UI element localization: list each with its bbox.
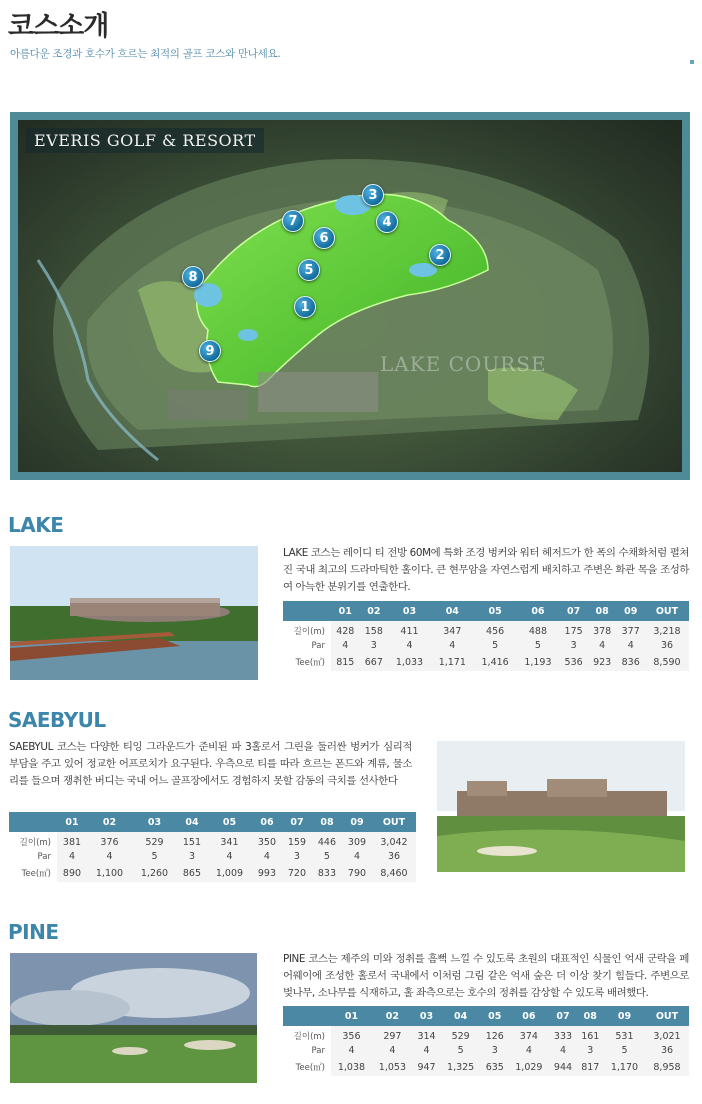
score-table-cell: 4 (331, 1043, 372, 1060)
score-table-column-header: 02 (87, 812, 132, 832)
score-table-cell: 297 (372, 1026, 413, 1043)
score-table-column-header: 01 (57, 812, 87, 832)
score-table-cell: 333 (549, 1026, 576, 1043)
score-table-column-header: 02 (360, 601, 389, 621)
score-table-cell: 36 (645, 1043, 689, 1060)
hole-marker-1[interactable]: 1 (294, 296, 316, 318)
lake-score-table (283, 601, 689, 671)
score-table-cell: 5 (474, 638, 517, 655)
score-table-cell: 531 (604, 1026, 645, 1043)
lake-course-photo (10, 546, 258, 680)
score-table-header-row (283, 1006, 689, 1026)
score-table-cell: 4 (331, 638, 360, 655)
score-table-cell: 529 (132, 832, 177, 849)
score-table-cell: 993 (252, 865, 282, 882)
score-table-row-par (283, 638, 689, 655)
score-table-cell: 3 (481, 1043, 508, 1060)
score-table-row-label: Par (283, 638, 331, 655)
score-table-cell: 3 (177, 849, 207, 866)
score-table-cell: 1,171 (431, 654, 474, 671)
score-table-cell: 817 (577, 1059, 604, 1076)
score-table-column-header: 09 (342, 812, 372, 832)
score-table-cell: 1,033 (388, 654, 431, 671)
course-map-frame (10, 112, 690, 480)
saebyul-score-table (9, 812, 416, 882)
score-table-cell: 378 (588, 621, 617, 638)
score-table-row-label: 길이(m) (9, 832, 57, 849)
pine-course-photo (10, 953, 257, 1083)
score-table-cell: 36 (372, 849, 416, 866)
score-table-cell: 947 (413, 1059, 440, 1076)
score-table-cell: 1,325 (440, 1059, 481, 1076)
hole-marker-9[interactable]: 9 (199, 340, 221, 362)
score-table-row-tee (9, 865, 416, 882)
score-table-column-header: 04 (177, 812, 207, 832)
score-table-cell: 309 (342, 832, 372, 849)
score-table-cell: 790 (342, 865, 372, 882)
lake-course-description: LAKE 코스는 레이디 티 전방 60M에 특화 조경 벙커와 워터 헤저드가 한 폭의 수채화처럼 펼쳐진 국내 최고의 드라마틱한 홀이다. 큰 현무암을 자연스럽게 배치하고 주변은 화관 목을 조성하여 아늑한 분위기를 연출한다. (283, 547, 689, 593)
score-table-row-par (9, 849, 416, 866)
score-table-cell: 3 (559, 638, 588, 655)
score-table-cell: 3,218 (645, 621, 689, 638)
score-table-cell: 374 (508, 1026, 549, 1043)
score-table-cell: 161 (577, 1026, 604, 1043)
hole-marker-2[interactable]: 2 (429, 244, 451, 266)
score-table-cell: 1,029 (508, 1059, 549, 1076)
score-table-cell: 944 (549, 1059, 576, 1076)
score-table-cell: 1,170 (604, 1059, 645, 1076)
course-title-lake: LAKE (8, 513, 64, 537)
score-table-column-header: 08 (577, 1006, 604, 1026)
pine-score-table (283, 1006, 689, 1076)
score-table-cell: 536 (559, 654, 588, 671)
score-table-row-label: Par (9, 849, 57, 866)
score-table-column-header: 07 (282, 812, 312, 832)
score-table-cell: 446 (312, 832, 342, 849)
score-table-column-header: 09 (616, 601, 645, 621)
score-table-row-label: Tee(㎡) (283, 654, 331, 671)
decorative-dot (690, 60, 694, 64)
hole-marker-8[interactable]: 8 (182, 266, 204, 288)
score-table-column-header: 03 (388, 601, 431, 621)
score-table-column-header: 01 (331, 1006, 372, 1026)
score-table-cell: 4 (616, 638, 645, 655)
score-table-cell: 356 (331, 1026, 372, 1043)
score-table-cell: 1,100 (87, 865, 132, 882)
score-table-cell: 4 (342, 849, 372, 866)
score-table-cell: 4 (372, 1043, 413, 1060)
score-table-row-yard (283, 1026, 689, 1043)
score-table-column-header: 04 (431, 601, 474, 621)
score-table-cell: 1,038 (331, 1059, 372, 1076)
score-table-header-row (283, 601, 689, 621)
saebyul-course-photo (437, 741, 685, 872)
score-table-column-header: 07 (559, 601, 588, 621)
hole-marker-3[interactable]: 3 (362, 184, 384, 206)
score-table-cell: 4 (252, 849, 282, 866)
score-table-cell: 667 (360, 654, 389, 671)
score-table-cell: 4 (87, 849, 132, 866)
score-table-row-label: 길이(m) (283, 1026, 331, 1043)
score-table-column-header: OUT (645, 1006, 689, 1026)
score-table-cell: 1,009 (207, 865, 252, 882)
score-table-column-header: 08 (312, 812, 342, 832)
score-table-cell: 376 (87, 832, 132, 849)
score-table-cell: 5 (312, 849, 342, 866)
hole-marker-4[interactable]: 4 (376, 211, 398, 233)
score-table-column-header: OUT (372, 812, 416, 832)
score-table-cell: 377 (616, 621, 645, 638)
score-table-cell: 488 (517, 621, 560, 638)
score-table-row-label: Tee(㎡) (283, 1059, 331, 1076)
score-table-cell: 833 (312, 865, 342, 882)
score-table-column-header: 07 (549, 1006, 576, 1026)
score-table-cell: 36 (645, 638, 689, 655)
hole-marker-6[interactable]: 6 (313, 227, 335, 249)
score-table-cell: 3 (360, 638, 389, 655)
course-title-pine: PINE (8, 920, 59, 944)
score-table-cell: 5 (604, 1043, 645, 1060)
score-table-cell: 635 (481, 1059, 508, 1076)
score-table-cell: 4 (508, 1043, 549, 1060)
score-table-cell: 1,193 (517, 654, 560, 671)
score-table-column-header: 09 (604, 1006, 645, 1026)
course-title-saebyul: SAEBYUL (8, 708, 106, 732)
score-table-row-label: Par (283, 1043, 331, 1060)
course-map-illustration (18, 120, 682, 472)
score-table-row-label: 길이(m) (283, 621, 331, 638)
score-table-header-row (9, 812, 416, 832)
score-table-column-header (9, 812, 57, 832)
score-table-cell: 890 (57, 865, 87, 882)
score-table-column-header: 08 (588, 601, 617, 621)
score-table-cell: 3 (577, 1043, 604, 1060)
score-table-cell: 529 (440, 1026, 481, 1043)
map-resort-label: EVERIS GOLF & RESORT (26, 128, 264, 153)
score-table-cell: 4 (588, 638, 617, 655)
score-table-cell: 5 (517, 638, 560, 655)
score-table-row-tee (283, 1059, 689, 1076)
score-table-column-header: 05 (481, 1006, 508, 1026)
score-table-row-yard (9, 832, 416, 849)
score-table-cell: 350 (252, 832, 282, 849)
score-table-cell: 314 (413, 1026, 440, 1043)
score-table-column-header (283, 601, 331, 621)
hole-marker-7[interactable]: 7 (282, 210, 304, 232)
score-table-column-header: 06 (252, 812, 282, 832)
score-table-cell: 4 (431, 638, 474, 655)
score-table-cell: 8,958 (645, 1059, 689, 1076)
saebyul-course-description: SAEBYUL 코스는 다양한 티잉 그라운드가 준비된 파 3홀로서 그린을 둘러싼 벙커가 심리적 부담을 주고 있어 정교한 어프로치가 요구된다. 우측으로 티를 따라 흐르는 폰드와 계류, 물소리를 들으며 쟁취한 버디는 국내 어느 골프장에서도 경험하지 못할 감동의 극치를 선사한다 (9, 741, 412, 787)
score-table-column-header: 03 (132, 812, 177, 832)
score-table-cell: 1,260 (132, 865, 177, 882)
score-table-cell: 341 (207, 832, 252, 849)
score-table-row-yard (283, 621, 689, 638)
score-table-cell: 8,590 (645, 654, 689, 671)
score-table-cell: 4 (388, 638, 431, 655)
page-title: 코스소개 (8, 11, 109, 42)
score-table-cell: 159 (282, 832, 312, 849)
score-table-column-header: 05 (207, 812, 252, 832)
score-table-cell: 411 (388, 621, 431, 638)
score-table-column-header: 04 (440, 1006, 481, 1026)
score-table-cell: 815 (331, 654, 360, 671)
score-table-row-tee (283, 654, 689, 671)
score-table-cell: 4 (57, 849, 87, 866)
score-table-column-header: 03 (413, 1006, 440, 1026)
score-table-cell: 3,021 (645, 1026, 689, 1043)
course-map (18, 120, 682, 472)
score-table-cell: 3,042 (372, 832, 416, 849)
pine-course-description: PINE 코스는 제주의 미와 정취를 흠뻑 느낄 수 있도록 초원의 대표적인 식물인 억새 군락을 페어웨이에 조성한 홀로서 국내에서 이처럼 그림 같은 억새 숲은 더 이상 찾기 힘들다. 주변으로 벚나무, 소나무를 식재하고, 홀 좌측으로는 호수의 정취를 감상할 수 있도록 배려했다. (283, 953, 689, 999)
score-table-cell: 4 (549, 1043, 576, 1060)
score-table-cell: 4 (207, 849, 252, 866)
score-table-row-par (283, 1043, 689, 1060)
score-table-cell: 4 (413, 1043, 440, 1060)
score-table-column-header: 06 (508, 1006, 549, 1026)
score-table-column-header: 02 (372, 1006, 413, 1026)
score-table-cell: 347 (431, 621, 474, 638)
score-table-cell: 720 (282, 865, 312, 882)
score-table-cell: 8,460 (372, 865, 416, 882)
score-table-cell: 428 (331, 621, 360, 638)
score-table-cell: 1,053 (372, 1059, 413, 1076)
page-subtitle: 아름다운 조경과 호수가 흐르는 최적의 골프 코스와 만나세요. (10, 48, 281, 60)
score-table-row-label: Tee(㎡) (9, 865, 57, 882)
score-table-cell: 3 (282, 849, 312, 866)
score-table-column-header: 01 (331, 601, 360, 621)
score-table-column-header: 06 (517, 601, 560, 621)
score-table-cell: 175 (559, 621, 588, 638)
score-table-cell: 1,416 (474, 654, 517, 671)
score-table-cell: 923 (588, 654, 617, 671)
hole-marker-5[interactable]: 5 (298, 259, 320, 281)
score-table-cell: 381 (57, 832, 87, 849)
score-table-column-header (283, 1006, 331, 1026)
score-table-cell: 836 (616, 654, 645, 671)
score-table-column-header: OUT (645, 601, 689, 621)
score-table-cell: 158 (360, 621, 389, 638)
map-overlay-course-title: LAKE COURSE (380, 352, 547, 376)
score-table-cell: 456 (474, 621, 517, 638)
score-table-column-header: 05 (474, 601, 517, 621)
score-table-cell: 5 (440, 1043, 481, 1060)
score-table-cell: 126 (481, 1026, 508, 1043)
score-table-cell: 151 (177, 832, 207, 849)
score-table-cell: 865 (177, 865, 207, 882)
score-table-cell: 5 (132, 849, 177, 866)
